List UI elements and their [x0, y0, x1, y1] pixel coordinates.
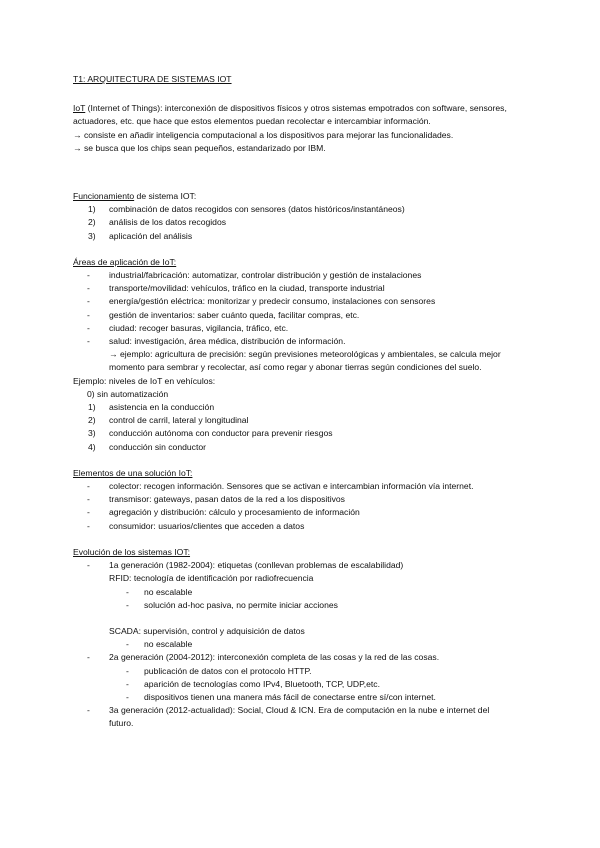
bullet: -: [87, 309, 90, 320]
gen2-list: [73, 665, 543, 705]
list-item: [73, 638, 543, 651]
list-item-text: aparición de tecnologías como IPv4, Bluetooth, TCP, UDP,etc.: [144, 678, 380, 689]
list-item: [73, 493, 543, 506]
list-item-text: 1a generación (1982-2004): etiquetas (conllevan problemas de escalabilidad): [109, 560, 404, 571]
list-item-text: transporte/movilidad: vehículos, tráfico en la ciudad, transporte industrial: [109, 283, 385, 294]
list-item-text: solución ad-hoc pasiva, no permite iniciar acciones: [144, 599, 338, 610]
list-item-text: publicación de datos con el protocolo HTTP.: [144, 665, 312, 676]
list-marker: 2): [88, 217, 96, 228]
iot-definition: [73, 102, 543, 128]
list-item: [73, 441, 543, 454]
list-item: [73, 269, 543, 282]
list-item: [73, 322, 543, 335]
list-marker: 3): [88, 230, 96, 241]
intro-point: → se busca que los chips sean pequeños, estandarizado por IBM.: [73, 142, 326, 153]
list-item: [73, 599, 543, 612]
rfid-line: RFID: tecnología de identificación por radiofrecuencia: [109, 573, 314, 584]
list-item-text: conducción autónoma con conductor para prevenir riesgos: [109, 428, 333, 439]
bullet: -: [87, 652, 90, 663]
list-item: [73, 520, 543, 533]
bullet: -: [126, 678, 129, 689]
list-item-text: ciudad: recoger basuras, vigilancia, tráfico, etc.: [109, 322, 289, 333]
list-item: [73, 203, 543, 216]
list-item-text: dispositivos tienen una manera más fácil de conectarse entre sí/con internet.: [144, 691, 436, 702]
scada-line: SCADA: supervisión, control y adquisición de datos: [109, 625, 305, 636]
iot-definition-text: (Internet of Things): interconexión de dispositivos físicos y otros sistemas empotrados con software, sensores, actuadores, etc. que hace que estos elementos puedan recolectar e intercambiar información.: [73, 103, 507, 127]
evolucion-list-2: [73, 651, 543, 664]
list-item-text: gestión de inventarios: saber cuánto queda, facilitar compras, etc.: [109, 309, 360, 320]
bullet: -: [87, 322, 90, 333]
list-item: [73, 309, 543, 322]
elementos-heading: Elementos de una solución IoT:: [73, 467, 193, 478]
bullet: -: [126, 599, 129, 610]
list-item-text: energía/gestión eléctrica: monitorizar y predecir consumo, instalaciones con sensores: [109, 296, 436, 307]
bullet: -: [87, 560, 90, 571]
bullet: -: [87, 296, 90, 307]
funcionamiento-heading: [73, 190, 543, 203]
areas-heading: Áreas de aplicación de IoT:: [73, 256, 177, 267]
iot-term: IoT: [73, 103, 86, 114]
list-item-text: transmisor: gateways, pasan datos de la red a los dispositivos: [109, 494, 345, 505]
list-marker: 2): [88, 415, 96, 426]
list-marker: 1): [88, 402, 96, 413]
list-item-text: salud: investigación, área médica, distribución de información.: [109, 336, 346, 347]
bullet: -: [87, 494, 90, 505]
funcionamiento-heading-underlined: Funcionamiento: [73, 191, 135, 202]
list-item: [73, 335, 543, 348]
evolucion-list: [73, 559, 543, 572]
bullet: -: [126, 665, 129, 676]
list-item: [73, 665, 543, 678]
page-title: T1: ARQUITECTURA DE SISTEMAS IOT: [73, 74, 232, 84]
list-marker: 4): [88, 441, 96, 452]
list-item-text: colector: recogen información. Sensores que se activan e intercambian información vía internet.: [109, 481, 474, 492]
bullet: -: [87, 705, 90, 716]
intro-point: → consiste en añadir inteligencia computacional a los dispositivos para mejorar las funcionalidades.: [73, 129, 454, 140]
list-item-text: aplicación del análisis: [109, 230, 193, 241]
list-item: [73, 586, 543, 599]
list-item-text: combinación de datos recogidos con sensores (datos históricos/instantáneos): [109, 204, 405, 215]
funcionamiento-list: [73, 203, 543, 243]
elementos-list: [73, 480, 543, 533]
list-marker: 1): [88, 204, 96, 215]
list-item: [73, 480, 503, 493]
list-item-text: industrial/fabricación: automatizar, controlar distribución y gestión de instalaciones: [109, 270, 422, 281]
list-item: [73, 295, 543, 308]
list-item-text: no escalable: [144, 639, 193, 650]
list-item: [73, 559, 543, 572]
bullet: -: [126, 691, 129, 702]
evolucion-heading: Evolución de los sistemas IOT:: [73, 546, 191, 557]
list-item-text: agregación y distribución: cálculo y procesamiento de información: [109, 507, 360, 518]
document-page: [73, 73, 543, 731]
bullet: -: [126, 586, 129, 597]
list-item: [73, 216, 543, 229]
areas-list: [73, 269, 543, 348]
list-item: [73, 427, 543, 440]
bullet: -: [126, 639, 129, 650]
rfid-list: [73, 586, 543, 612]
list-item-text: consumidor: usuarios/clientes que acceden a datos: [109, 520, 305, 531]
list-item: [73, 704, 513, 730]
bullet: -: [87, 283, 90, 294]
list-marker: 3): [88, 428, 96, 439]
list-item: [73, 414, 543, 427]
list-item: [73, 230, 543, 243]
bullet: -: [87, 270, 90, 281]
list-item: [73, 691, 543, 704]
list-item-text: asistencia en la conducción: [109, 402, 215, 413]
list-item-text: análisis de los datos recogidos: [109, 217, 227, 228]
list-item-text: 2a generación (2004-2012): interconexión completa de las cosas y la red de las cosas.: [109, 652, 440, 663]
list-item: [73, 651, 543, 664]
list-item: [73, 678, 543, 691]
bullet: -: [87, 520, 90, 531]
areas-example: → ejemplo: agricultura de precisión: según previsiones meteorológicas y ambientales, se calcula mejor momento para sembrar y recolectar, así como regar y abonar tierras según condiciones del suelo.: [109, 349, 501, 373]
bullet: -: [87, 481, 90, 492]
funcionamiento-heading-rest: de sistema IOT:: [134, 191, 197, 202]
list-item: [73, 506, 543, 519]
list-item-text: control de carril, lateral y longitudinal: [109, 415, 249, 426]
list-item-text: 3a generación (2012-actualidad): Social, Cloud & ICN. Era de computación en la nube e internet del futuro.: [109, 705, 490, 729]
ejemplo-heading: Ejemplo: niveles de IoT en vehículos:: [73, 375, 216, 386]
ejemplo-level-0: 0) sin automatización: [87, 388, 169, 399]
scada-list: [73, 638, 543, 651]
list-item: [73, 282, 543, 295]
bullet: -: [87, 336, 90, 347]
list-item: [73, 401, 543, 414]
list-item-text: conducción sin conductor: [109, 441, 206, 452]
evolucion-list-3: [73, 704, 543, 730]
list-item-text: no escalable: [144, 586, 193, 597]
ejemplo-list: [73, 401, 543, 454]
bullet: -: [87, 507, 90, 518]
